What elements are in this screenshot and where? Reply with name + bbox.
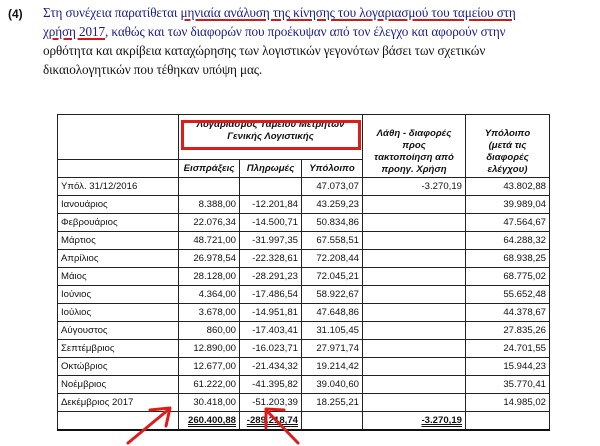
- month-cell: Υπόλ. 31/12/2016: [58, 178, 179, 196]
- paragraph-line-4: δικαιολογητικών που τέθηκαν υπόψη μας.: [43, 62, 263, 77]
- total-adjusted-cell: [466, 412, 550, 431]
- adjusted-balance-cell: 55.652,48: [466, 286, 550, 304]
- adjusted-balance-cell: 35.770,41: [466, 376, 550, 394]
- table-row: [58, 358, 550, 376]
- table-row: [58, 322, 550, 340]
- payments-cell: -21.434,32: [240, 358, 302, 376]
- intro-paragraph: [43, 3, 591, 79]
- total-differences: [363, 412, 466, 431]
- receipts-cell: [179, 178, 240, 196]
- header-balance-line-3: διαφορές: [486, 152, 529, 163]
- header-adjusted-balance: [466, 115, 550, 178]
- payments-cell: -14.500,71: [240, 214, 302, 232]
- differences-cell: [363, 358, 466, 376]
- differences-cell: [363, 394, 466, 412]
- adjusted-balance-cell: 15.944,23: [466, 358, 550, 376]
- payments-cell: -17.486,54: [240, 286, 302, 304]
- receipts-cell: 48.721,00: [179, 232, 240, 250]
- month-cell: Δεκέμβριος 2017: [58, 394, 179, 412]
- differences-cell: [363, 286, 466, 304]
- month-cell: Οκτώβριος: [58, 358, 179, 376]
- header-differences: [363, 115, 466, 178]
- month-cell: Μάιος: [58, 268, 179, 286]
- month-cell: Ιανουάριος: [58, 196, 179, 214]
- month-cell: Φεβρουάριος: [58, 214, 179, 232]
- payments-cell: [240, 178, 302, 196]
- adjusted-balance-cell: 68.938,25: [466, 250, 550, 268]
- receipts-cell: 8.388,00: [179, 196, 240, 214]
- month-cell: Απρίλιος: [58, 250, 179, 268]
- paragraph-line-3: ορθότητα και ακρίβεια καταχώρησης των λογιστικών γεγονότων βάσει των σχετικών: [43, 43, 486, 58]
- table-body: [58, 178, 550, 412]
- balance-cell: 27.971,74: [302, 340, 363, 358]
- month-cell: Σεπτέμβριος: [58, 340, 179, 358]
- adjusted-balance-cell: 43.802,88: [466, 178, 550, 196]
- differences-cell: [363, 322, 466, 340]
- balance-cell: 67.558,51: [302, 232, 363, 250]
- balance-cell: 58.922,67: [302, 286, 363, 304]
- balance-cell: 31.105,45: [302, 322, 363, 340]
- differences-cell: [363, 214, 466, 232]
- payments-cell: -22.328,61: [240, 250, 302, 268]
- arrow-right-shaft: [268, 412, 298, 443]
- red-highlight-box: [181, 120, 361, 150]
- header-group-line-2: Γενικής Λογιστικής: [227, 131, 314, 142]
- table-row: [58, 340, 550, 358]
- differences-cell: [363, 304, 466, 322]
- receipts-cell: 22.076,34: [179, 214, 240, 232]
- column-balance: Υπόλοιπο: [302, 160, 363, 178]
- subheader-empty-cell: [58, 160, 179, 178]
- table-row: [58, 268, 550, 286]
- header-balance-line-1: Υπόλοιπο: [484, 128, 531, 139]
- table-row: [58, 214, 550, 232]
- highlighted-phrase-monthly-analysis: μηνιαία ανάλυση της κίνησης του λογαριασμού του ταμείου στη: [180, 5, 516, 20]
- balance-cell: 47.073,07: [302, 178, 363, 196]
- month-cell: Νοέμβριος: [58, 376, 179, 394]
- receipts-cell: 26.978,54: [179, 250, 240, 268]
- receipts-cell: 28.128,00: [179, 268, 240, 286]
- balance-cell: 50.834,86: [302, 214, 363, 232]
- header-diff-line-3: τακτοποίηση από: [374, 152, 454, 163]
- header-group-line-1: Λογαριασμός Ταμείου Μετρητών: [196, 119, 345, 130]
- header-diff-line-1: Λάθη - διαφορές: [376, 128, 452, 139]
- payments-cell: -51.203,39: [240, 394, 302, 412]
- payments-cell: -17.403,41: [240, 322, 302, 340]
- highlighted-phrase-year-2017: χρήση 2017: [43, 24, 106, 39]
- receipts-cell: 860,00: [179, 322, 240, 340]
- total-receipts-value: 260.400,88: [187, 415, 236, 426]
- differences-cell: -3.270,19: [363, 178, 466, 196]
- column-receipts: Εισπράξεις: [179, 160, 240, 178]
- receipts-cell: 3.678,00: [179, 304, 240, 322]
- table-row: [58, 304, 550, 322]
- payments-cell: -31.997,35: [240, 232, 302, 250]
- differences-cell: [363, 340, 466, 358]
- column-payments: Πληρωμές: [240, 160, 302, 178]
- adjusted-balance-cell: 24.701,55: [466, 340, 550, 358]
- balance-cell: 72.208,44: [302, 250, 363, 268]
- receipts-cell: 30.418,00: [179, 394, 240, 412]
- cash-account-table: [57, 114, 550, 431]
- month-cell: Αύγουστος: [58, 322, 179, 340]
- balance-cell: 39.040,60: [302, 376, 363, 394]
- balance-cell: 47.648,86: [302, 304, 363, 322]
- differences-cell: [363, 268, 466, 286]
- table-row: [58, 250, 550, 268]
- payments-cell: -28.291,23: [240, 268, 302, 286]
- paragraph-line-1-start: Στη συνέχεια παρατίθεται: [43, 5, 181, 20]
- table-row: [58, 232, 550, 250]
- red-arrows-annotation: [120, 398, 310, 446]
- table-row: [58, 196, 550, 214]
- adjusted-balance-cell: 68.775,02: [466, 268, 550, 286]
- differences-cell: [363, 232, 466, 250]
- header-diff-line-2: προς: [402, 140, 426, 151]
- receipts-cell: 4.364,00: [179, 286, 240, 304]
- total-payments-value: -289.218,74: [246, 415, 298, 426]
- adjusted-balance-cell: 47.564,67: [466, 214, 550, 232]
- payments-cell: -16.023,71: [240, 340, 302, 358]
- paragraph-line-2-rest: , καθώς και των διαφορών που προέκυψαν από τον έλεγχο και αφορούν στην: [105, 24, 506, 39]
- total-balance-cell: [302, 412, 363, 431]
- receipts-cell: 12.677,00: [179, 358, 240, 376]
- paragraph-number: (4): [8, 7, 23, 21]
- table-row: [58, 286, 550, 304]
- arrow-left-shaft: [128, 410, 168, 443]
- adjusted-balance-cell: 39.989,04: [466, 196, 550, 214]
- month-cell: Μάρτιος: [58, 232, 179, 250]
- balance-cell: 72.045,21: [302, 268, 363, 286]
- adjusted-balance-cell: 14.985,02: [466, 394, 550, 412]
- differences-cell: [363, 376, 466, 394]
- adjusted-balance-cell: 44.378,67: [466, 304, 550, 322]
- header-empty-cell: [58, 115, 179, 160]
- table-row: [58, 178, 550, 196]
- differences-cell: [363, 250, 466, 268]
- header-balance-line-4: ελέγχου): [487, 164, 528, 175]
- total-differences-value: -3.270,19: [421, 415, 462, 426]
- header-balance-line-2: (μετά τις: [488, 140, 527, 151]
- balance-cell: 19.214,42: [302, 358, 363, 376]
- paragraph-line-1: [43, 3, 591, 22]
- differences-cell: [363, 196, 466, 214]
- receipts-cell: 12.890,00: [179, 340, 240, 358]
- payments-cell: -41.395,82: [240, 376, 302, 394]
- adjusted-balance-cell: 27.835,26: [466, 322, 550, 340]
- payments-cell: -12.201,84: [240, 196, 302, 214]
- paragraph-line-2: [43, 22, 591, 41]
- balance-cell: 43.259,23: [302, 196, 363, 214]
- receipts-cell: 61.222,00: [179, 376, 240, 394]
- payments-cell: -14.951,81: [240, 304, 302, 322]
- balance-cell: 18.255,21: [302, 394, 363, 412]
- month-cell: Ιούνιος: [58, 286, 179, 304]
- header-diff-line-4: προηγ. Χρήση: [381, 164, 447, 175]
- adjusted-balance-cell: 64.288,32: [466, 232, 550, 250]
- table-row: [58, 376, 550, 394]
- month-cell: Ιούλιος: [58, 304, 179, 322]
